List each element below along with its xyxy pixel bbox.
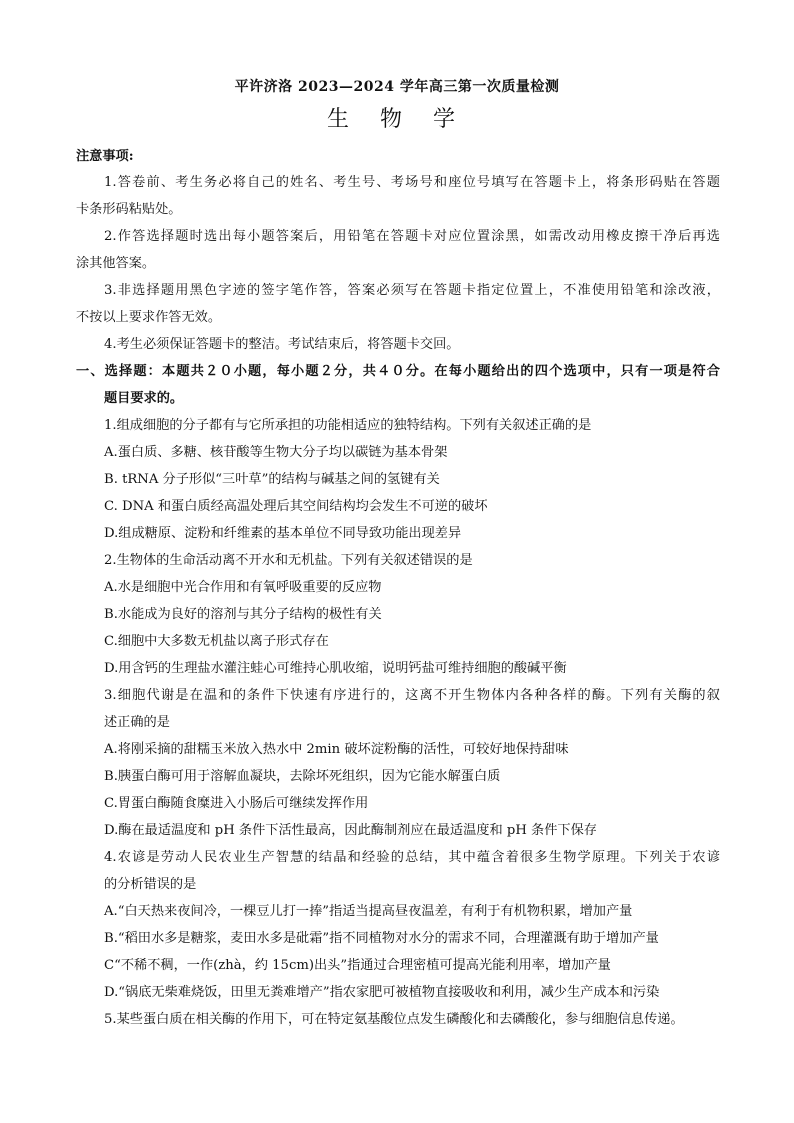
subject-title: 生 物 学 — [327, 107, 467, 132]
notice-item-2-line-2: 涂其他答案。 — [76, 256, 156, 271]
question-5-stem: 5.某些蛋白质在相关酶的作用下，可在特定氨基酸位点发生磷酸化和去磷酸化，参与细胞信息传递。 — [104, 1012, 684, 1027]
question-1-option-d: D.组成糖原、淀粉和纤维素的基本单位不同导致功能出现差异 — [104, 526, 462, 541]
notice-item-4: 4.考生必须保证答题卡的整洁。考试结束后，将答题卡交回。 — [104, 337, 460, 352]
notice-item-1-line-1: 1.答卷前、考生务必将自己的姓名、考生号、考场号和座位号填写在答题卡上，将条形码贴在答题 — [104, 175, 720, 190]
question-4-option-a: A.“白天热来夜间冷，一棵豆儿打一捧”指适当提高昼夜温差，有利于有机物积累，增加产量 — [104, 904, 633, 919]
question-2-option-a: A.水是细胞中光合作用和有氧呼吸重要的反应物 — [104, 580, 382, 595]
question-1-option-a: A.蛋白质、多糖、核苷酸等生物大分子均以碳链为基本骨架 — [104, 445, 448, 460]
question-1-stem: 1.组成细胞的分子都有与它所承担的功能相适应的独特结构。下列有关叙述正确的是 — [104, 418, 592, 433]
question-3-option-a: A.将刚采摘的甜糯玉米放入热水中 2min 破坏淀粉酶的活性，可较好地保持甜味 — [104, 742, 569, 757]
notice-heading: 注意事项: — [76, 149, 134, 164]
question-2-stem: 2.生物体的生命活动离不开水和无机盐。下列有关叙述错误的是 — [104, 553, 473, 568]
question-3-stem-line-2: 述正确的是 — [104, 715, 170, 730]
question-4-option-d: D.“锅底无柴难烧饭，田里无粪难增产”指农家肥可被植物直接吸收和利用，减少生产成本和污染 — [104, 985, 660, 1000]
question-2-option-c: C.细胞中大多数无机盐以离子形式存在 — [104, 634, 329, 649]
question-3-option-c: C.胃蛋白酶随食糜进入小肠后可继续发挥作用 — [104, 796, 369, 811]
section-1-heading-line-2: 题目要求的。 — [104, 391, 184, 406]
notice-item-1-line-2: 卡条形码粘贴处。 — [76, 202, 182, 217]
notice-item-3-line-2: 不按以上要求作答无效。 — [76, 310, 222, 325]
exam-title: 平许济洛 2023—2024 学年高三第一次质量检测 — [234, 79, 560, 95]
question-4-option-c: C“不稀不稠，一作(zhà，约 15cm)出头”指通过合理密植可提高光能利用率，增加产量 — [104, 958, 611, 973]
question-3-option-d: D.酶在最适温度和 pH 条件下活性最高，因此酶制剂应在最适温度和 pH 条件下保存 — [104, 823, 597, 838]
question-3-stem-line-1: 3.细胞代谢是在温和的条件下快速有序进行的，这离不开生物体内各种各样的酶。下列有关酶的叙 — [104, 688, 720, 703]
question-2-option-d: D.用含钙的生理盐水灌注蛙心可维持心肌收缩，说明钙盐可维持细胞的酸碱平衡 — [104, 661, 567, 676]
question-2-option-b: B.水能成为良好的溶剂与其分子结构的极性有关 — [104, 607, 382, 622]
notice-item-3-line-1: 3.非选择题用黑色字迹的签字笔作答，答案必须写在答题卡指定位置上，不准使用铅笔和涂改液， — [104, 283, 720, 298]
question-1-option-b: B. tRNA 分子形似“三叶草”的结构与碱基之间的氢键有关 — [104, 472, 440, 487]
section-1-heading-line-1: 一、选择题：本题共２０小题，每小题２分，共４０分。在每小题给出的四个选项中，只有一项是符合 — [76, 364, 720, 379]
question-4-stem-line-2: 的分析错误的是 — [104, 877, 197, 892]
question-1-option-c: C. DNA 和蛋白质经高温处理后其空间结构均会发生不可逆的破坏 — [104, 499, 488, 514]
question-4-stem-line-1: 4.农谚是劳动人民农业生产智慧的结晶和经验的总结，其中蕴含着很多生物学原理。下列关于农谚 — [104, 850, 720, 865]
question-4-option-b: B.“稻田水多是糖浆，麦田水多是砒霜”指不同植物对水分的需求不同，合理灌溉有助于增加产量 — [104, 931, 659, 946]
question-3-option-b: B.胰蛋白酶可用于溶解血凝块，去除坏死组织，因为它能水解蛋白质 — [104, 769, 501, 784]
notice-item-2-line-1: 2.作答选择题时选出每小题答案后，用铅笔在答题卡对应位置涂黑，如需改动用橡皮擦干净后再选 — [104, 229, 720, 244]
